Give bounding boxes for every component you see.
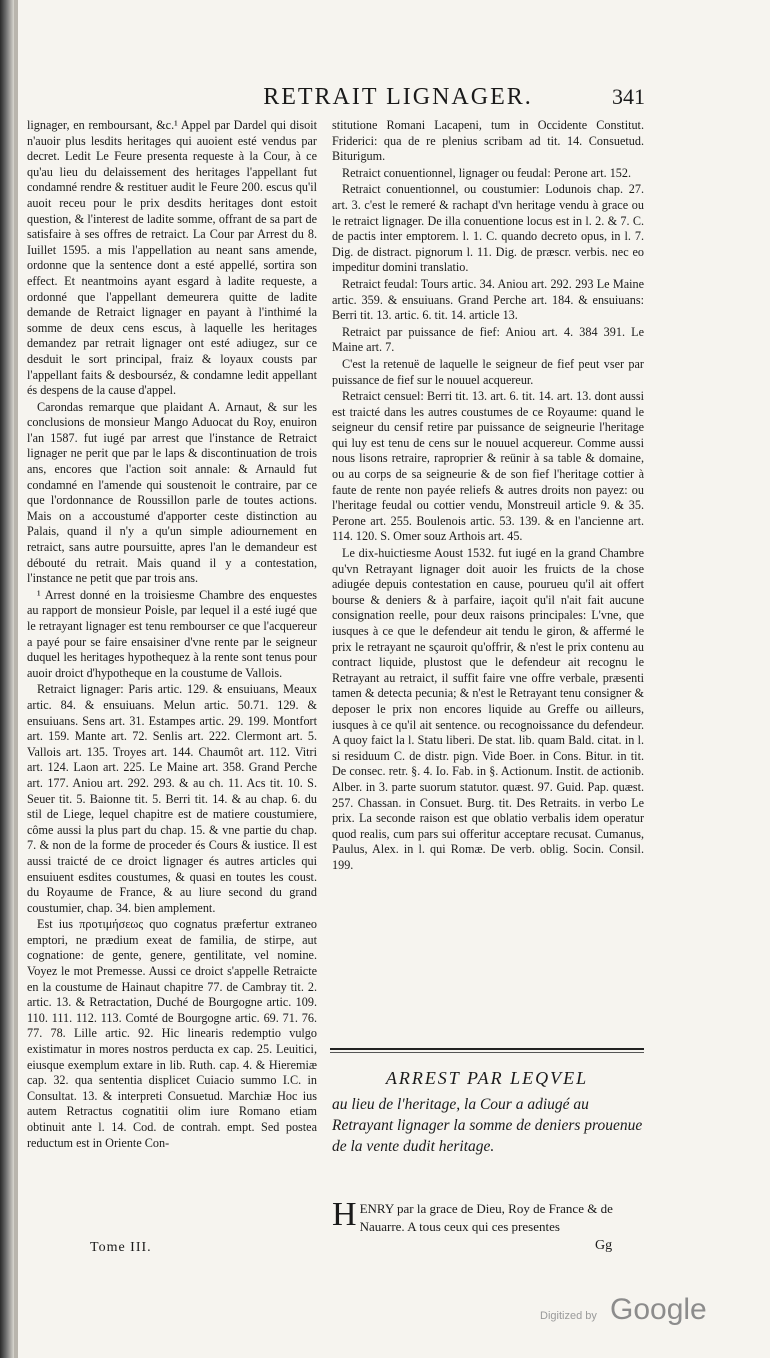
paragraph: Retraict conuentionnel, lignager ou feudal: Perone art. 152.: [342, 165, 632, 180]
paragraph: Carondas remarque que plaidant A. Arnaut, & sur les conclusions de monsieur Mango Aduocat du Roy, enuiron l'an 1587. fut iugé par arrest que l'instance de Retraict lignager ne perit que par le laps & discontinuation de trois ans, encores que l'action soit annale: & Arnauld fut condamné en l'amende qui soustenoit le contraire, par ce que l'ordonnance de Roussillon parle de toutes actions. Mais on a accoustumé d'apporter ceste distinction au Palais, quand il n'y a qu'un simple adiournement en retraict, sans autre poursuitte, apres l'an le demandeur est débouté du retrait. Mais quand il y a contestation, l'instance ne petit que par trois ans.: [27, 399, 317, 586]
paragraph: Le dix-huictiesme Aoust 1532. fut iugé en la grand Chambre qu'vn Retrayant lignager doit auoir les fruicts de la chose adiugée depuis contestation en cause, pourueu qu'il ait offert bourse & deniers & à parfaire, iaçoit qu'il n'ait fait aucune consignation reelle, pour deux raisons principales: L'vne, que iusques à ce que le defendeur ait tendu le giron, & affermé le prix le retrayant ne sçauroit qu'offrir, & n'est le prix contenu au contract liquide, plustost que le defendeur ait recognu le Retrayant au retraict, il suffit faire vne offre verbale, præsenti tamen & detecta pecunia; & n'est le Retrayant tenu consigner & deposer le prix non encores liquide au Greffe ou ailleurs, iusques à ce qu'il ait sentence. ou recognoissance du defendeur. A quoy faict la l. Statu liberi. De stat. lib. quam Bald. citat. in l. si residuum C. de distr. pign. Vide Boer. in Cons. Bitur. in tit. De consec. retr. §. 4. Io. Fab. in §. Actionum. Instit. de actionib. Alber. in 3. parte suorum statutor. quæst. 97. Guid. Pap. quæst. 257. Chassan. in Consuet. Burg. tit. Des Retraits. in verbo Le prix. La seconde raison est que oblatio verbalis idem operatur quod realis, cum pars sui offeritur acceptare recusat. Cumanus, Paulus, Alex. in l. qui Romæ. De verb. oblig. Socin. Consil. 199.: [332, 546, 644, 872]
google-watermark: Google: [610, 1293, 707, 1326]
paragraph: ¹ Arrest donné en la troisiesme Chambre des enquestes au rapport de monsieur Poisle, par lequel il a esté iugé que le retrayant lignager est tenu rembourser ce que l'acquereur a payé pour se faire ensaisiner d'vne rente par le seigneur duquel les heritages hypothequez à la rente sont tenus pour auoir droict d'hypotheque en la coustume de Vallois.: [27, 587, 317, 680]
paragraph: lignager, en remboursant, &c.¹ Appel par Dardel qui disoit n'auoir plus lesdits heritages qui auoient esté vendus par decret. Ledit Le Feure presenta requeste à la Cour, à ce qu'au lieu du delaissement des heritages l'appellant fut condamné rendre & restituer audit le Feure 200. escus qu'il auoit receu pour le prix desdits heritages dont estoit question, & l'interest de ladite somme, offrant de sa part de satisfaire à ses offres de retraict. La Cour par Arrest du 8. Iuillet 1595. a mis l'appellation au neant sans amende, ordonne que la sentence dont a esté appellé, sortira son effect. Et neantmoins ayant esgard à ladite requeste, a ordonné que l'appellant demeurera quitte de ladite demande de Retraict lignager en payant à l'inthimé la somme de deux cens escus, à laquelle les heritages demandez par retrait lignager ont esté adiugez, sur ce desduit le sort principal, fraiz & loyaux cousts par l'appellant faits & desbourséz, & condamne ledit appellant és despens de la cause d'appel.: [27, 118, 317, 398]
right-column: [332, 118, 644, 875]
running-head: RETRAIT LIGNAGER.: [263, 84, 533, 110]
signature-mark: Gg: [595, 1238, 613, 1253]
volume-label: Tome III.: [90, 1240, 152, 1255]
paragraph: C'est la retenuë de laquelle le seigneur de fief peut vser par puissance de fief sur le nouuel acquereur.: [332, 356, 644, 387]
paragraph: Retraict lignager: Paris artic. 129. & ensuiuans, Meaux artic. 84. & ensuiuans. Melun artic. 50.71. 129. & ensuiuans. Sens art. 31. Estampes artic. 29. 199. Montfort art. 159. Mante art. 72. Senlis art. 222. Clermont art. 5. Vallois art. 135. Troyes art. 144. Chaumôt art. 112. Vitri art. 124. Laon art. 225. Le Maine art. 358. Grand Perche art. 177. Aniou art. 292. 293. & au ch. 11. Acs tit. 10. S. Seuer tit. 5. Baionne tit. 5. Berri tit. 14. & au chap. 6. du stil de Liege, lequel chapitre est de matiere coustumiere, côme aussi la plus part du chap. 15. & vne partie du chap. 7. & non de la forme de proceder és Cours & iustice. Il est aussi traicté de ce droict lignager és autres articles qui ensuiuent esdites coustumes, & quasi en toutes les coust. du Royaume de France, & au liure second du grand coustumier, chap. 34. bien amplement.: [27, 682, 317, 915]
left-column: [27, 118, 317, 1152]
section-rule-thin: [330, 1052, 644, 1053]
page-gutter-shadow: [0, 0, 14, 1358]
page-gutter-edge: [14, 0, 18, 1358]
page-number: 341: [612, 84, 645, 109]
paragraph: Retraict censuel: Berri tit. 13. art. 6. tit. 14. art. 13. dont aussi est traicté dans les autres coustumes de ce Royaume: quand le seigneur du censif retire par puissance de seigneurie l'heritage qui luy est tenu de cens sur le nouuel acquereur. Comme aussi nous lisons retraire, raproprier & reünir à sa table & domaine, ou au corps de sa seigneurie & de son fief l'heritage cottier à faute de rente non payée reliefs & autres droits non payez: ou l'heritage feudal ou cottier vendu, Monstreuil article 9. & 35. Perone art. 255. Boulenois artic. 53. 139. & en l'ancienne art. 114. 120. S. Omer souz Arthois art. 45.: [332, 389, 644, 544]
henry-text: ENRY par la grace de Dieu, Roy de France & de Nauarre. A tous ceux qui ces presentes: [359, 1201, 613, 1234]
paragraph: Retraict par puissance de fief: Aniou art. 4. 384 391. Le Maine art. 7.: [332, 324, 644, 355]
paragraph: stitutione Romani Lacapeni, tum in Occidente Constitut. Friderici: qua de re plenius scribam ad tit. 14. Consuetud. Biturigum.: [332, 118, 644, 164]
section-rule: [330, 1048, 644, 1050]
drop-cap: H: [332, 1196, 357, 1233]
paragraph: Retraict conuentionnel, ou coustumier: Lodunois chap. 27. art. 3. c'est le remeré & rachapt d'vn heritage vendu à grace ou le retraict lignager. De illa conuentione locus est in l. 2. & 7. C. de pactis inter emptorem. l. 1. C. quando decreto opus, in l. 7. Dig. de distract. pignorum l. 11. Dig. de præscr. verbis. nec eo impeditur domini translatio.: [332, 182, 644, 275]
paragraph: Retraict feudal: Tours artic. 34. Aniou art. 292. 293 Le Maine artic. 359. & ensuiuans. Grand Perche art. 184. & ensuiuans: Berri tit. 13. artic. 6. tit. 14. article 13.: [332, 276, 644, 323]
henry-paragraph: [332, 1196, 644, 1236]
digitized-by-label: Digitized by: [540, 1310, 597, 1322]
paragraph: Est ius προτιμήσεως quo cognatus præfertur extraneo emptori, ne prædium exeat de familia, de stirpe, aut cognatione: de gente, genere, gentilitate, vel nomine. Voyez le mot Premesse. Aussi ce droict s'appelle Retraicte en la coustume de Hainaut chapitre 77. de Cambray tit. 2. artic. 13. & Retractation, Duché de Bourgogne artic. 109. 110. 111. 112. 113. Comté de Bourgogne artic. 69. 71. 76. 77. 78. Lille artic. 92. Hic linearis redemptio vulgo existimatur in mores nostros perducta ex cap. 25. Leuitici, eiusque exemplum extare in lib. Ruth. cap. 4. & Hieremiæ cap. 32. qua sententia displicet Cuiacio summo I.C. in Consultat. 13. & interpreti Consuetud. Marchiæ Hoc ius autem Retractus cognatitii olim iure Romano etiam obtinuit ante l. 14. Cod. de contrah. empt. Sed postea reductum est in Oriente Con-: [27, 917, 317, 1150]
arrest-title: ARREST PAR LEQVEL: [385, 1068, 589, 1088]
arrest-subtitle: au lieu de l'heritage, la Cour a adiugé au Retrayant lignager la somme de deniers prouenue de la vente dudit heritage.: [332, 1096, 643, 1155]
